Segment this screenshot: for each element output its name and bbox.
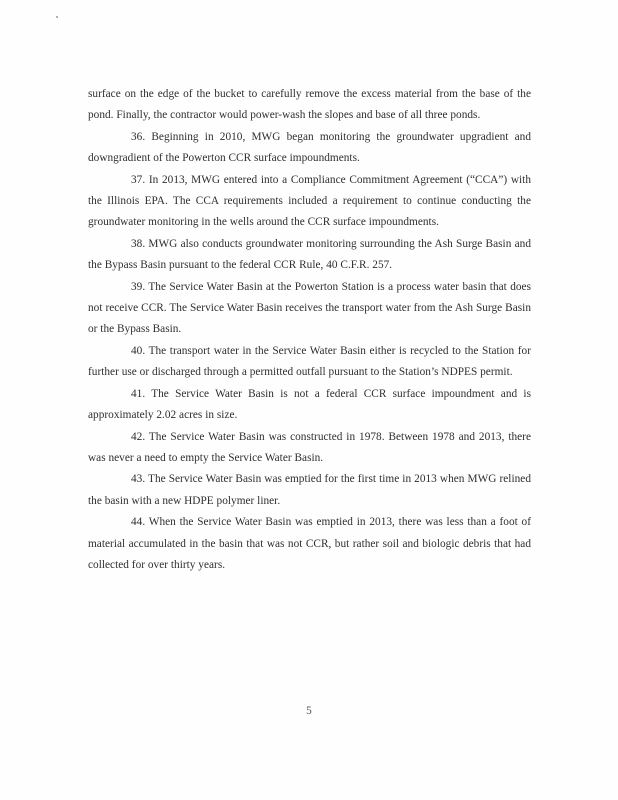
paragraph-39: 39. The Service Water Basin at the Powerton Station is a process water basin that does not receive CCR. The Service Water Basin receives the transport water from the Ash Surge Basin or the Bypass Basin. xyxy=(88,280,531,336)
scan-speck xyxy=(56,16,58,18)
paragraph-continuation: surface on the edge of the bucket to carefully remove the excess material from the base of the pond. Finally, the contractor would power-wash the slopes and base of all three ponds. xyxy=(88,88,531,122)
paragraph-41: 41. The Service Water Basin is not a federal CCR surface impoundment and is approximately 2.02 acres in size. xyxy=(88,387,531,422)
paragraph-40: 40. The transport water in the Service Water Basin either is recycled to the Station for further use or discharged through a permitted outfall pursuant to the Station’s NDPES permit. xyxy=(88,344,531,379)
paragraph-37: 37. In 2013, MWG entered into a Compliance Commitment Agreement (“CCA”) with the Illinois EPA. The CCA requirements included a requirement to continue conducting the groundwater monitoring in the wells around the CCR surface impoundments. xyxy=(88,173,531,229)
page-number: 5 xyxy=(306,705,312,717)
paragraph-44: 44. When the Service Water Basin was emptied in 2013, there was less than a foot of material accumulated in the basin that was not CCR, but rather soil and biologic debris that had collected for over thirty years. xyxy=(88,516,531,571)
paragraph-38: 38. MWG also conducts groundwater monitoring surrounding the Ash Surge Basin and the Bypass Basin pursuant to the federal CCR Rule, 40 C.F.R. 257. xyxy=(88,237,531,272)
paragraph-36: 36. Beginning in 2010, MWG began monitoring the groundwater upgradient and downgradient of the Powerton CCR surface impoundments. xyxy=(88,130,531,165)
paragraph-43: 43. The Service Water Basin was emptied for the first time in 2013 when MWG relined the basin with a new HDPE polymer liner. xyxy=(88,473,531,507)
document-body xyxy=(88,84,531,576)
paragraph-42: 42. The Service Water Basin was constructed in 1978. Between 1978 and 2013, there was never a need to empty the Service Water Basin. xyxy=(88,430,531,464)
